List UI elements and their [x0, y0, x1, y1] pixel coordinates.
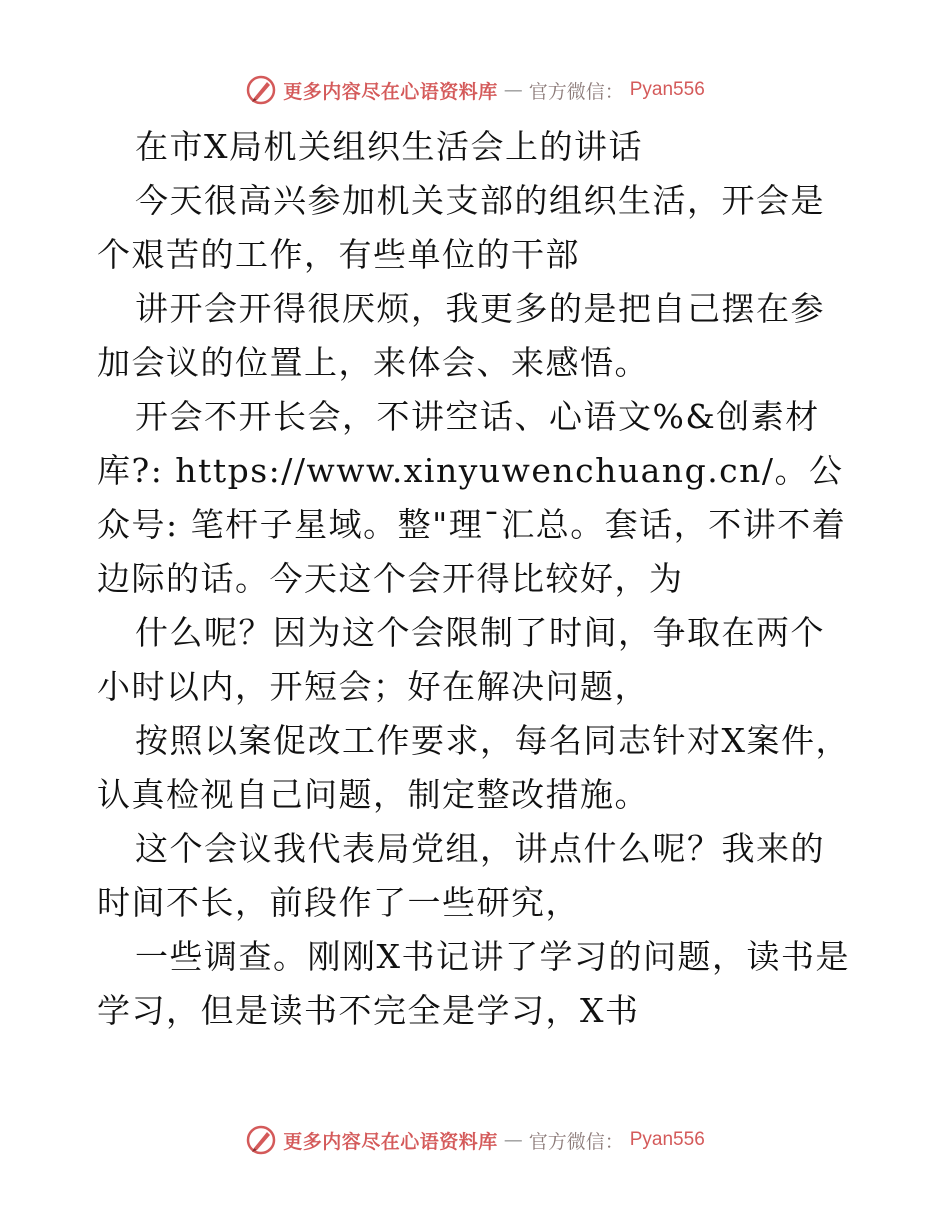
paragraph: 什么呢？因为这个会限制了时间，争取在两个小时以内，开短会；好在解决问题， [97, 613, 825, 706]
paragraph: 一些调查。刚刚X书记讲了学习的问题，读书是学习，但是读书不完全是学习，X书 [97, 937, 850, 1030]
paragraph: 这个会议我代表局党组，讲点什么呢？我来的时间不长，前段作了一些研究， [97, 829, 825, 922]
banner-main-text: 更多内容尽在心语资料库 [283, 1130, 498, 1153]
banner-separator: — [503, 79, 523, 101]
banner-official-label: 官方微信： [528, 1130, 624, 1153]
quill-pen-icon [245, 1124, 277, 1156]
banner-account-id: Pyan556 [629, 1129, 705, 1150]
banner-official-label: 官方微信： [528, 80, 624, 103]
footer-watermark-banner [0, 1120, 950, 1160]
paragraph: 按照以案促改工作要求，每名同志针对X案件，认真检视自己问题，制定整改措施。 [97, 721, 850, 814]
banner-separator: — [503, 1129, 523, 1151]
paragraph: 今天很高兴参加机关支部的组织生活，开会是个艰苦的工作，有些单位的干部 [97, 181, 825, 274]
document-body [97, 120, 853, 1038]
header-watermark-banner [0, 70, 950, 110]
paragraph: 开会不开长会，不讲空话、心语文%&创素材库?: https://www.xinyuwenchuang.cn/。公众号: 笔杆子星域。整"理¯汇总。套话，不讲不着边际的话。今天这个会开得比较好，为 [97, 397, 847, 598]
document-title: 在市X局机关组织生活会上的讲话 [135, 127, 643, 166]
banner-main-text: 更多内容尽在心语资料库 [283, 80, 498, 103]
quill-pen-icon [245, 74, 277, 106]
banner-account-id: Pyan556 [629, 79, 705, 100]
paragraph: 讲开会开得很厌烦，我更多的是把自己摆在参加会议的位置上，来体会、来感悟。 [97, 289, 825, 382]
